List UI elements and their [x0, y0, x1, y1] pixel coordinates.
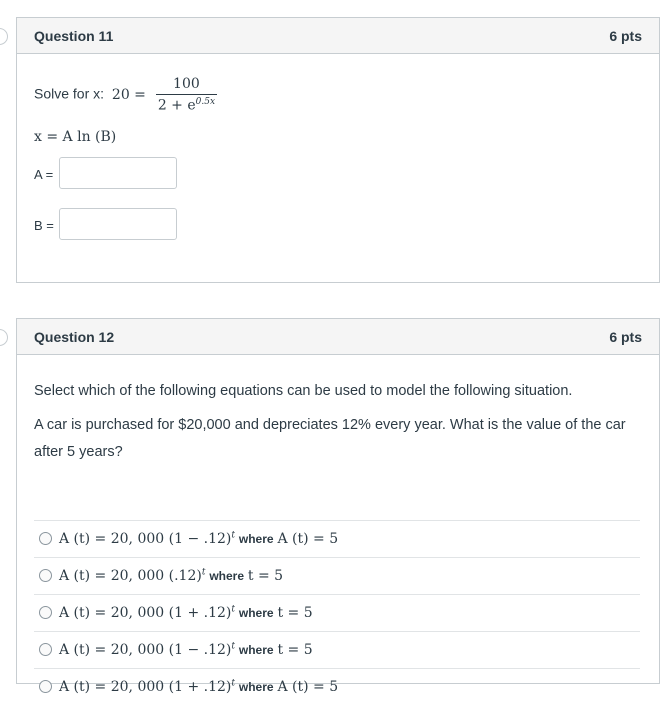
- answer-option-1[interactable]: [34, 520, 640, 557]
- question-11-card: [16, 17, 660, 283]
- question-12-scenario: A car is purchased for $20,000 and depreciates 12% every year. What is the value of the car after 5 years?: [34, 417, 626, 460]
- question-11-denominator: [156, 94, 217, 114]
- question-11-marker-icon: [0, 28, 8, 45]
- question-11-prompt: Solve for x:: [34, 85, 105, 102]
- answer-option-5[interactable]: [34, 668, 640, 705]
- answer-options: [34, 520, 640, 705]
- answer-b-label: B =: [34, 218, 54, 233]
- question-11-answer-form: x = A ln (B): [34, 129, 117, 145]
- question-11-prompt-line: [34, 76, 217, 114]
- radio-button-icon[interactable]: [39, 643, 52, 656]
- answer-option-text: A (t) = 20, 000 $(1 + .12)^t$ where t = 5: [59, 604, 313, 621]
- answer-option-2[interactable]: [34, 557, 640, 594]
- radio-button-icon[interactable]: [39, 606, 52, 619]
- question-11-equation-lhs: 20 =: [111, 86, 146, 103]
- question-11-header: [17, 18, 659, 54]
- question-12-header: [17, 319, 659, 355]
- answer-b-input[interactable]: [59, 208, 177, 240]
- answer-option-3[interactable]: [34, 594, 640, 631]
- question-12-instruction: Select which of the following equations can be used to model the following situation.: [34, 383, 573, 399]
- question-12-points: 6 pts: [609, 329, 642, 345]
- answer-option-text: A (t) = 20, 000 $(1 - .12)^t$ where t = 5: [59, 641, 313, 658]
- question-12-marker-icon: [0, 329, 8, 346]
- answer-option-text: A (t) = 20, 000 $(1 + .12)^t$ where A (t) = 5: [59, 678, 339, 695]
- question-11-fraction: [156, 76, 217, 114]
- radio-button-icon[interactable]: [39, 680, 52, 693]
- question-12-card: [16, 318, 660, 695]
- question-11-denominator-base: 2 + e: [157, 97, 196, 114]
- answer-a-label: A =: [34, 167, 54, 182]
- question-11-denominator-exponent: 0.5x: [195, 97, 216, 107]
- radio-button-icon[interactable]: [39, 569, 52, 582]
- answer-a-input[interactable]: [59, 157, 177, 189]
- question-11-title: Question 11: [34, 28, 114, 44]
- answer-option-4[interactable]: [34, 631, 640, 668]
- question-12-title: Question 12: [34, 329, 115, 345]
- question-11-numerator: 100: [173, 76, 200, 92]
- answer-option-text: A (t) = 20, 000 $(1 - .12)^t$ where A (t) = 5: [59, 530, 339, 547]
- question-11-body: [17, 54, 659, 282]
- radio-button-icon[interactable]: [39, 532, 52, 545]
- question-11-points: 6 pts: [609, 28, 642, 44]
- answer-option-text: A (t) = 20, 000 $(.12)^t$ where t = 5: [59, 567, 284, 584]
